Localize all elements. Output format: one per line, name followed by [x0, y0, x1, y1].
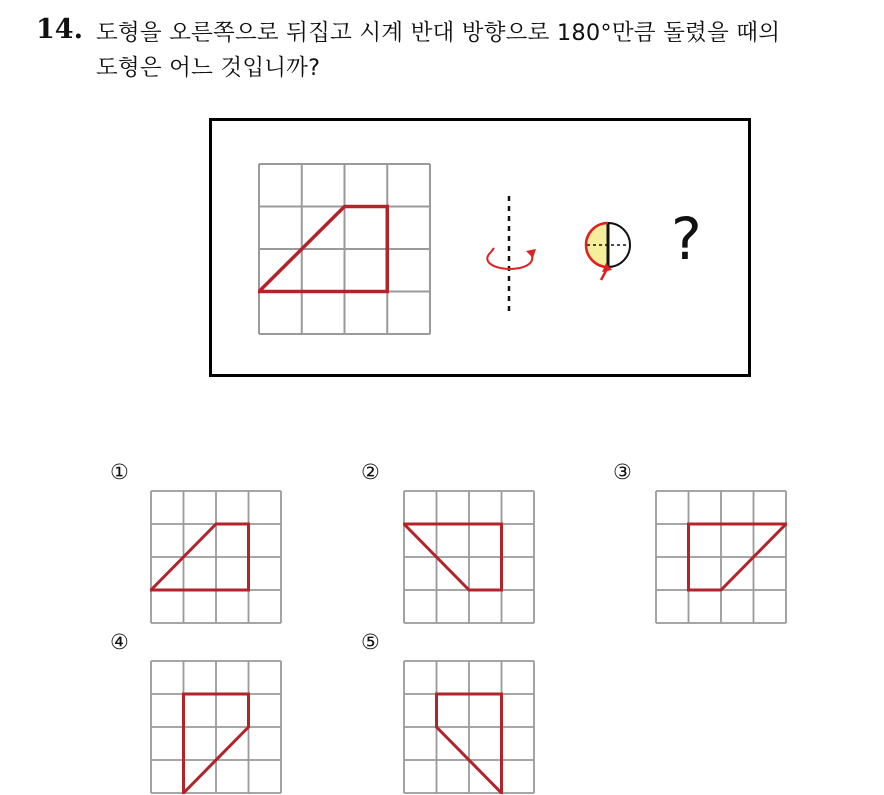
question-number: 14. [36, 14, 83, 45]
question-text [96, 16, 866, 86]
choice-label-1[interactable]: ① [110, 460, 129, 484]
choice-figure-5[interactable] [403, 660, 535, 794]
unknown-mark: ? [671, 205, 702, 273]
choice-label-4[interactable]: ④ [110, 630, 129, 654]
question-line-2: 도형은 어느 것입니까? [96, 55, 321, 81]
choice-figure-3[interactable] [655, 490, 787, 624]
choice-label-3[interactable]: ③ [613, 460, 632, 484]
choice-figure-1[interactable] [150, 490, 282, 624]
choice-label-2[interactable]: ② [361, 460, 380, 484]
question-line-1: 도형을 오른쪽으로 뒤집고 시계 반대 방향으로 180°만큼 돌렸을 때의 [96, 20, 781, 46]
choice-label-5[interactable]: ⑤ [361, 630, 380, 654]
choice-figure-4[interactable] [150, 660, 282, 794]
rotate-180-counterclockwise-icon [584, 220, 636, 286]
original-figure-grid [258, 163, 431, 335]
choice-figure-2[interactable] [403, 490, 535, 624]
flip-right-icon [482, 194, 542, 318]
